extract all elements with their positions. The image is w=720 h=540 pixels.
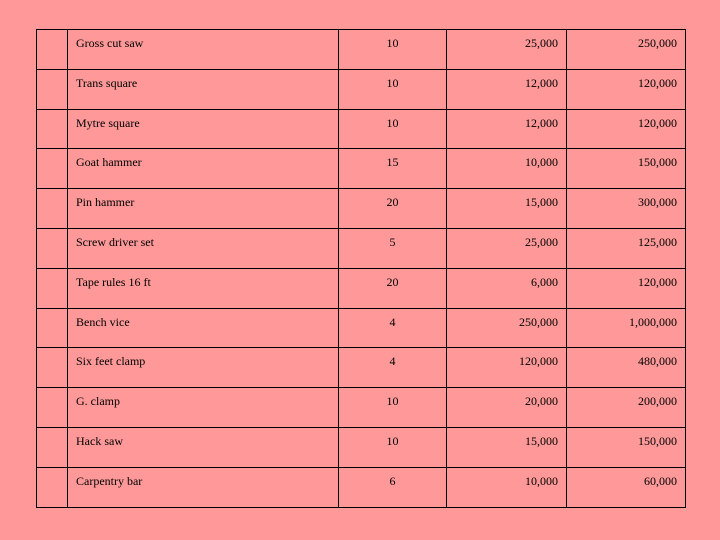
total-cell: 300,000 — [567, 189, 686, 229]
item-name-cell: Six feet clamp — [68, 348, 339, 388]
item-name-cell: Bench vice — [68, 308, 339, 348]
quantity-cell: 20 — [339, 268, 447, 308]
table-row — [37, 228, 686, 268]
unit-price-cell: 15,000 — [447, 189, 567, 229]
quantity-cell: 10 — [339, 69, 447, 109]
item-name-cell: Tape rules 16 ft — [68, 268, 339, 308]
table-row — [37, 427, 686, 467]
table-row — [37, 149, 686, 189]
row-index-cell — [37, 30, 68, 70]
row-index-cell — [37, 388, 68, 428]
unit-price-cell: 250,000 — [447, 308, 567, 348]
unit-price-cell: 20,000 — [447, 388, 567, 428]
total-cell: 200,000 — [567, 388, 686, 428]
quantity-cell: 10 — [339, 30, 447, 70]
row-index-cell — [37, 189, 68, 229]
quantity-cell: 10 — [339, 388, 447, 428]
equipment-table-container — [36, 29, 686, 508]
item-name-cell: G. clamp — [68, 388, 339, 428]
table-row — [37, 388, 686, 428]
total-cell: 150,000 — [567, 149, 686, 189]
item-name-cell: Pin hammer — [68, 189, 339, 229]
unit-price-cell: 12,000 — [447, 69, 567, 109]
quantity-cell: 10 — [339, 109, 447, 149]
table-row — [37, 308, 686, 348]
table-row — [37, 348, 686, 388]
table-row — [37, 268, 686, 308]
unit-price-cell: 10,000 — [447, 467, 567, 507]
item-name-cell: Carpentry bar — [68, 467, 339, 507]
total-cell: 120,000 — [567, 268, 686, 308]
total-cell: 1,000,000 — [567, 308, 686, 348]
item-name-cell: Mytre square — [68, 109, 339, 149]
row-index-cell — [37, 348, 68, 388]
table-row — [37, 69, 686, 109]
table-row — [37, 467, 686, 507]
item-name-cell: Goat hammer — [68, 149, 339, 189]
total-cell: 480,000 — [567, 348, 686, 388]
item-name-cell: Hack saw — [68, 427, 339, 467]
row-index-cell — [37, 308, 68, 348]
quantity-cell: 20 — [339, 189, 447, 229]
equipment-table-body — [37, 30, 686, 508]
row-index-cell — [37, 268, 68, 308]
table-row — [37, 30, 686, 70]
total-cell: 120,000 — [567, 109, 686, 149]
quantity-cell: 5 — [339, 228, 447, 268]
row-index-cell — [37, 427, 68, 467]
quantity-cell: 10 — [339, 427, 447, 467]
total-cell: 125,000 — [567, 228, 686, 268]
item-name-cell: Trans square — [68, 69, 339, 109]
equipment-table — [36, 29, 686, 508]
unit-price-cell: 25,000 — [447, 228, 567, 268]
quantity-cell: 4 — [339, 348, 447, 388]
row-index-cell — [37, 69, 68, 109]
unit-price-cell: 25,000 — [447, 30, 567, 70]
table-row — [37, 189, 686, 229]
unit-price-cell: 120,000 — [447, 348, 567, 388]
unit-price-cell: 15,000 — [447, 427, 567, 467]
quantity-cell: 15 — [339, 149, 447, 189]
unit-price-cell: 12,000 — [447, 109, 567, 149]
total-cell: 150,000 — [567, 427, 686, 467]
item-name-cell: Screw driver set — [68, 228, 339, 268]
table-row — [37, 109, 686, 149]
total-cell: 120,000 — [567, 69, 686, 109]
row-index-cell — [37, 149, 68, 189]
row-index-cell — [37, 228, 68, 268]
quantity-cell: 6 — [339, 467, 447, 507]
quantity-cell: 4 — [339, 308, 447, 348]
row-index-cell — [37, 467, 68, 507]
unit-price-cell: 10,000 — [447, 149, 567, 189]
total-cell: 60,000 — [567, 467, 686, 507]
item-name-cell: Gross cut saw — [68, 30, 339, 70]
total-cell: 250,000 — [567, 30, 686, 70]
unit-price-cell: 6,000 — [447, 268, 567, 308]
row-index-cell — [37, 109, 68, 149]
